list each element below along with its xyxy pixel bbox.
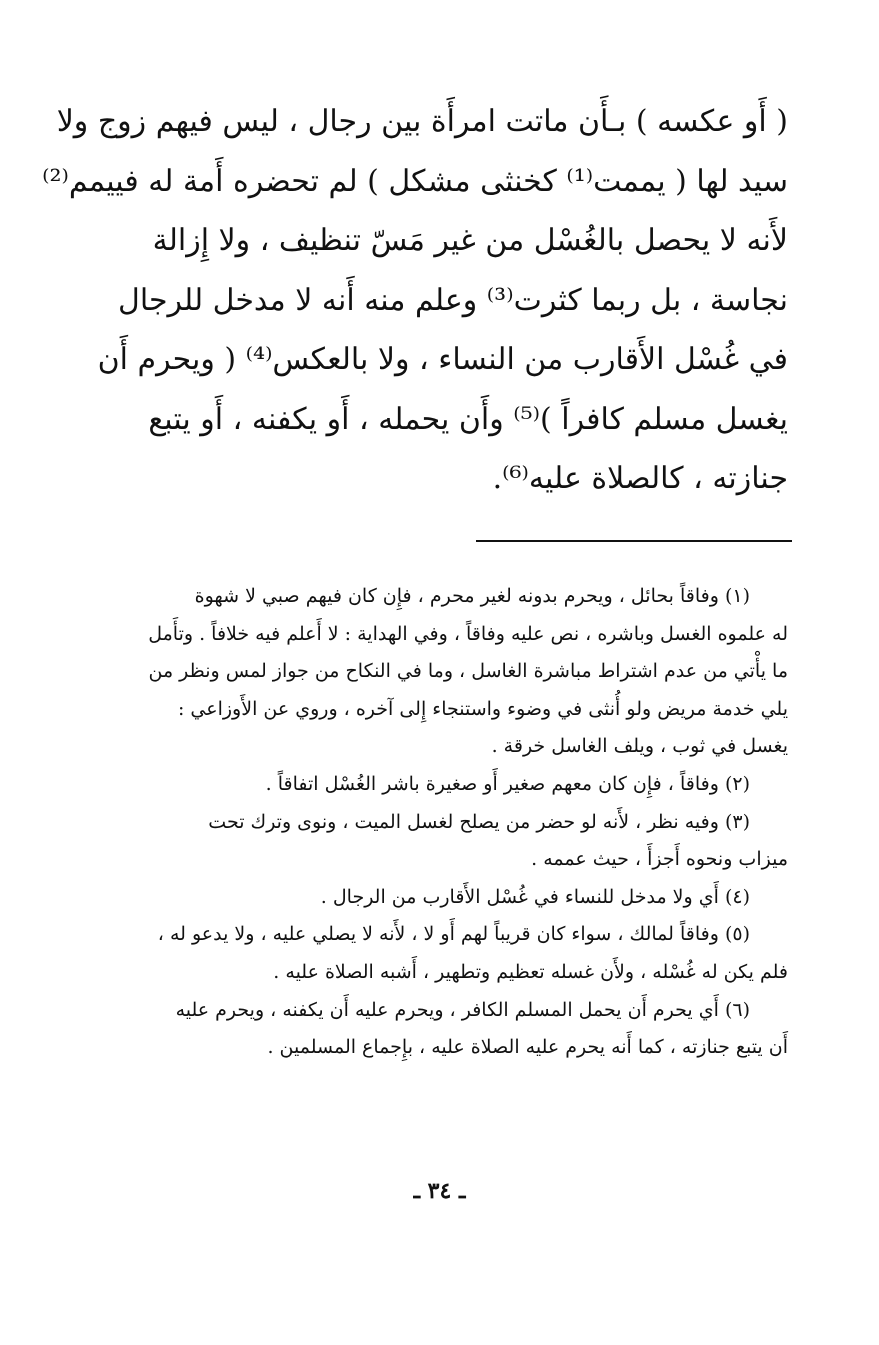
- footnote-1: [66, 578, 788, 766]
- footnote-line: (١) وفاقاً بحائل ، ويحرم بدونه لغير محرم ، فإِن كان فيهم صبي لا شهوة: [194, 585, 750, 607]
- footnote-line: (٤) أَي ولا مدخل للنساء في غُسْل الأَقارب من الرجال .: [320, 885, 750, 908]
- main-text-line: في غُسْل الأَقارب من النساء ، ولا بالعكس⁽⁴⁾ ( ويحرم أَن: [97, 342, 788, 377]
- footnote-6: [66, 992, 788, 1067]
- main-text-block: [42, 92, 788, 509]
- footnote-line: (٥) وفاقاً لمالك ، سواء كان قريباً لهم أَو لا ، لأَنه لا يصلي عليه ، ولا يدعو له ،: [157, 923, 750, 946]
- page-number: ـ ٣٤ ـ: [413, 1178, 466, 1204]
- footnote-line: له علموه الغسل وباشره ، نص عليه وفاقاً ، وفي الهداية : لا أَعلم فيه خلافاً . وتأَمل: [148, 622, 788, 645]
- footnote-number: (٥): [724, 923, 750, 946]
- footnote-line: ميزاب ونحوه أَجزأَ ، حيث عممه .: [531, 848, 788, 871]
- footnote-line: ما يأْتي من عدم اشتراط مباشرة الغاسل ، وما في النكاح من جواز لمس ونظر من: [148, 660, 788, 683]
- main-text-line: يغسل مسلم كافراً )⁽⁵⁾ وأَن يحمله ، أَو يكفنه ، أَو يتبع: [148, 401, 788, 437]
- main-text-line: ( أَو عكسه ) بـأَن ماتت امرأَة بين رجال ، ليس فيهم زوج ولا: [56, 104, 788, 139]
- main-text-line: نجاسة ، بل ربما كثرت⁽³⁾ وعلم منه أَنه لا مدخل للرجال: [118, 282, 788, 318]
- footnote-line: (٦) أَي يحرم أَن يحمل المسلم الكافر ، ويحرم عليه أَن يكفنه ، ويحرم عليه: [175, 998, 750, 1021]
- footnote-4: [66, 879, 788, 917]
- footnote-number: (٣): [724, 810, 750, 833]
- main-text-line: سيد لها ( يممت⁽¹⁾ كخنثى مشكل ) لم تحضره أَمة له فييمم⁽²⁾: [42, 163, 788, 199]
- footnote-number: (٢): [724, 772, 750, 795]
- footnote-line: (٢) وفاقاً ، فإِن كان معهم صغير أَو صغيرة باشر الغُسْل اتفاقاً .: [265, 772, 750, 795]
- footnote-line: يلي خدمة مريض ولو أُنثى في وضوء واستنجاء إِلى آخره ، وروي عن الأَوزاعي :: [177, 697, 788, 720]
- main-text-line: لأَنه لا يحصل بالغُسْل من غير مَسّ تنظيف ، ولا إِزالة: [152, 223, 788, 258]
- footnote-2: [66, 766, 788, 804]
- footnote-line: أَن يتبع جنازته ، كما أَنه يحرم عليه الصلاة عليه ، بإِجماع المسلمين .: [267, 1036, 788, 1059]
- footnote-3: [66, 804, 788, 879]
- footnote-line: يغسل في ثوب ، ويلف الغاسل خرقة .: [491, 735, 788, 758]
- footnote-number: (٦): [724, 998, 750, 1021]
- footnote-number: (٤): [724, 885, 750, 908]
- footnote-separator-rule: [476, 540, 792, 542]
- footnote-line: فلم يكن له غُسْله ، ولأَن غسله تعظيم وتطهير ، أَشبه الصلاة عليه .: [273, 960, 788, 983]
- footnote-number: (١): [724, 585, 750, 607]
- main-text-line: جنازته ، كالصلاة عليه⁽⁶⁾.: [492, 461, 788, 496]
- footnote-5: [66, 916, 788, 991]
- footnote-line: (٣) وفيه نظر ، لأَنه لو حضر من يصلح لغسل الميت ، ونوى وترك تحت: [208, 810, 750, 833]
- footnotes-block: [66, 578, 788, 1067]
